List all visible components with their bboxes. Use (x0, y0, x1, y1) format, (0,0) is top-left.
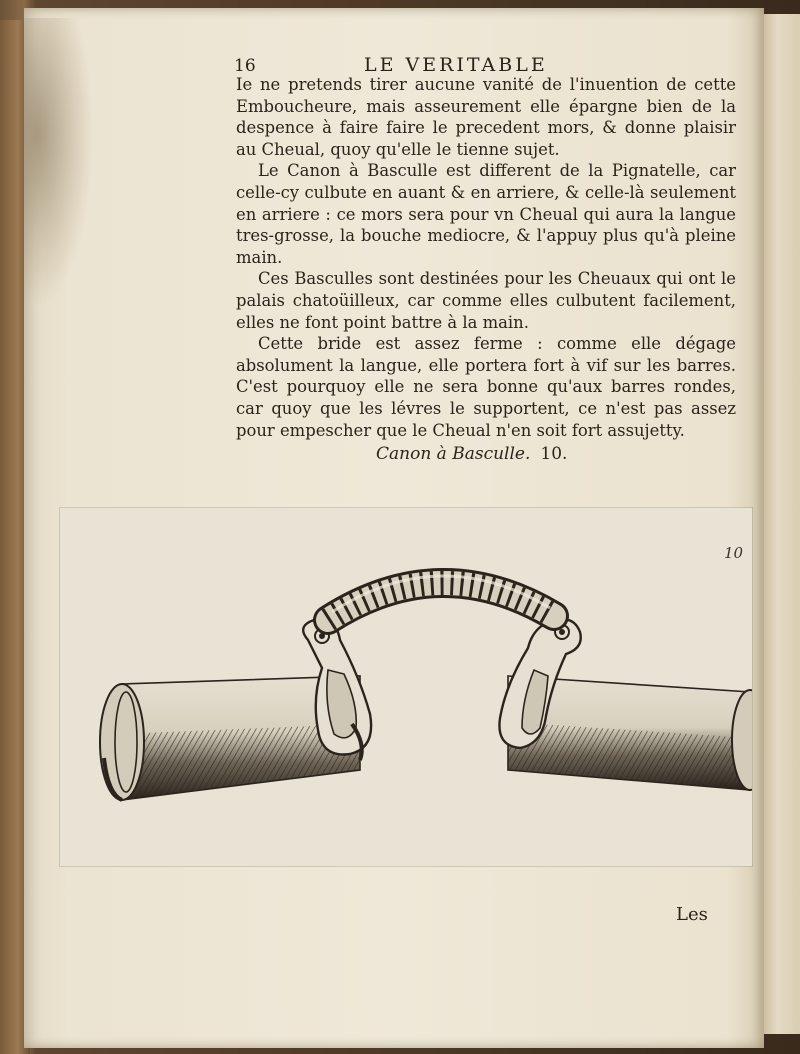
page-header (24, 48, 764, 74)
running-head: LE VERITABLE (364, 54, 548, 76)
paragraph: Le Canon à Basculle est different de la Pignatelle, car celle-cy culbute en auant & en arriere, & celle-là seulement en arriere : ce mors sera pour vn Cheual qui aura la langue tres-grosse, la bouche mediocre, & l'appuy plus qu'à pleine main. (236, 161, 736, 267)
book-page (24, 8, 764, 1048)
bit-engraving (60, 508, 752, 866)
paragraph: Ie ne pretends tirer aucune vanité de l'inuention de cette Embouchеure, mais asseurement elle épargne bien de la despence à faire faire le precedent mors, & donne plaisir au Cheual, quoy qu'elle le tienne sujet. (236, 75, 736, 159)
next-page-edge (762, 14, 800, 1034)
figure-caption (376, 444, 567, 464)
coiled-mouthpiece (328, 576, 554, 620)
caption-number: 10. (540, 444, 568, 464)
paragraph: Cette bride est assez ferme : comme elle dégage absolument la langue, elle portera fort à vif sur les barres. C'est pourquoy elle ne sera bonne qu'aux barres rondes, car quoy que les lévres le supportent, ce n'est pas assez pour empescher que le Cheual n'en soit fort assujetty. (236, 334, 736, 440)
body-text (236, 74, 736, 441)
caption-title: Canon à Basculle. (376, 444, 531, 464)
plate-number: 10 (724, 544, 744, 562)
paragraph: Ces Basculles sont destinées pour les Cheuaux qui ont le palais chatoüilleux, car comme elles culbutent facilement, elles ne font point battre à la main. (236, 269, 736, 332)
page-number: 16 (234, 56, 256, 76)
engraving-plate (60, 508, 752, 866)
catchword: Les (676, 904, 708, 925)
